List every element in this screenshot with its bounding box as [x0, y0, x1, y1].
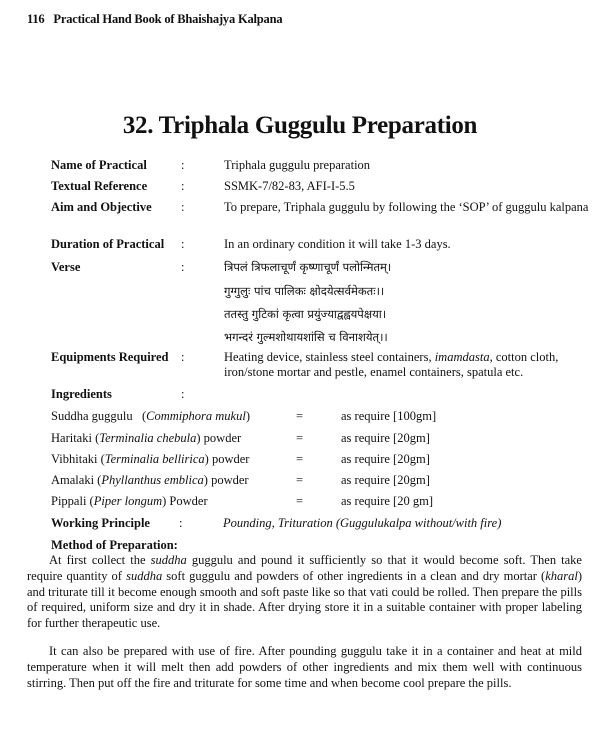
ingredient-name: Pippali (Piper longum) Powder — [51, 494, 208, 508]
field-label: Name of Practical — [51, 158, 147, 172]
field-colon: : — [181, 200, 185, 214]
field-label: Working Principle — [51, 516, 150, 530]
ingredient-row — [51, 473, 430, 488]
running-head — [27, 12, 282, 27]
equals-sign: = — [296, 431, 304, 445]
method-paragraph: It can also be prepared with use of fire. After pounding guggulu take it in a container and heat at mild temperature when it will melt then add powders of other ingredients and mix them well with continuous stirring. Then put off the fire and triturate for some time and when become cool prepare the pills. — [27, 644, 582, 690]
field-label: Textual Reference — [51, 179, 148, 193]
field-label: Aim and Objective — [51, 200, 152, 214]
field-colon: : — [181, 237, 185, 251]
ingredient-amount: as require [20 gm] — [341, 494, 433, 508]
field-colon: : — [181, 387, 185, 401]
field-value: Heating device, stainless steel containers, imamdasta, cotton cloth, iron/stone mortar and pestle, enamel containers, spatula etc. — [224, 350, 559, 379]
field-value: In an ordinary condition it will take 1-3 days. — [224, 237, 451, 251]
field-colon: : — [179, 516, 183, 530]
method-heading: Method of Preparation: — [51, 538, 178, 552]
ingredient-amount: as require [20gm] — [341, 431, 430, 445]
ingredient-amount: as require [100gm] — [341, 409, 437, 423]
verse-line: ततस्तु गुटिकां कृत्वा प्रयुंज्याद्वह्वयपेक्षया। — [224, 307, 387, 321]
ingredient-name: Vibhitaki (Terminalia bellirica) powder — [51, 452, 250, 466]
field-colon: : — [181, 158, 185, 172]
field-label: Equipments Required — [51, 350, 169, 364]
ingredient-name: Haritaki (Terminalia chebula) powder — [51, 431, 242, 445]
field-label: Ingredients — [51, 387, 112, 401]
ingredient-row — [51, 409, 437, 424]
chapter-title: 32. Triphala Guggulu Preparation — [122, 112, 478, 139]
method-paragraph: At first collect the suddha guggulu and pound it sufficiently so that it would become soft. Then take require quantity of suddha soft guggulu and powders of other ingredients in a clean and dry mortar (kharal) and triturate till it become enough smooth and soft paste like so that vati could be rolled. Then prepare the pills of required, uniform size and dry it in shade. After drying store it in a suitable container with proper labeling for further therapeutic use. — [27, 553, 582, 631]
equals-sign: = — [296, 409, 304, 423]
ingredient-name: Amalaki (Phyllanthus emblica) powder — [51, 473, 249, 487]
equals-sign: = — [296, 494, 304, 508]
working-principle — [51, 516, 502, 531]
ingredient-amount: as require [20gm] — [341, 473, 430, 487]
ingredient-row — [51, 431, 430, 446]
field-colon: : — [181, 350, 185, 364]
field-colon: : — [181, 260, 185, 274]
verse-line: भगन्दरं गुल्मशोथायशांसि च विनाशयेत्।। — [224, 330, 388, 344]
field-label: Verse — [51, 260, 81, 274]
page-number: 116 — [27, 12, 45, 26]
field-value: Triphala guggulu preparation — [224, 158, 371, 172]
verse-line: त्रिपलं त्रिफलाचूर्णं कृष्णाचूर्णं पलोन्मितम्। — [224, 260, 392, 274]
equals-sign: = — [296, 473, 304, 487]
ingredient-name: Suddha guggulu (Commiphora mukul) — [51, 409, 250, 423]
book-title: Practical Hand Book of Bhaishajya Kalpana — [53, 12, 283, 26]
field-label: Duration of Practical — [51, 237, 165, 251]
field-value: Pounding, Trituration (Guggulukalpa without/with fire) — [223, 516, 502, 530]
field-value: SSMK-7/82-83, AFI-I-5.5 — [224, 179, 355, 193]
field-value: To prepare, Triphala guggulu by following the ‘SOP’ of guggulu kalpana — [224, 200, 589, 214]
equals-sign: = — [296, 452, 304, 466]
ingredient-row — [51, 494, 433, 509]
field-colon: : — [181, 179, 185, 193]
ingredient-amount: as require [20gm] — [341, 452, 430, 466]
ingredient-row — [51, 452, 430, 467]
verse-line: गुग्गुलुः पांच पालिकः क्षोदयेत्सर्वमेकतः।। — [224, 284, 385, 298]
